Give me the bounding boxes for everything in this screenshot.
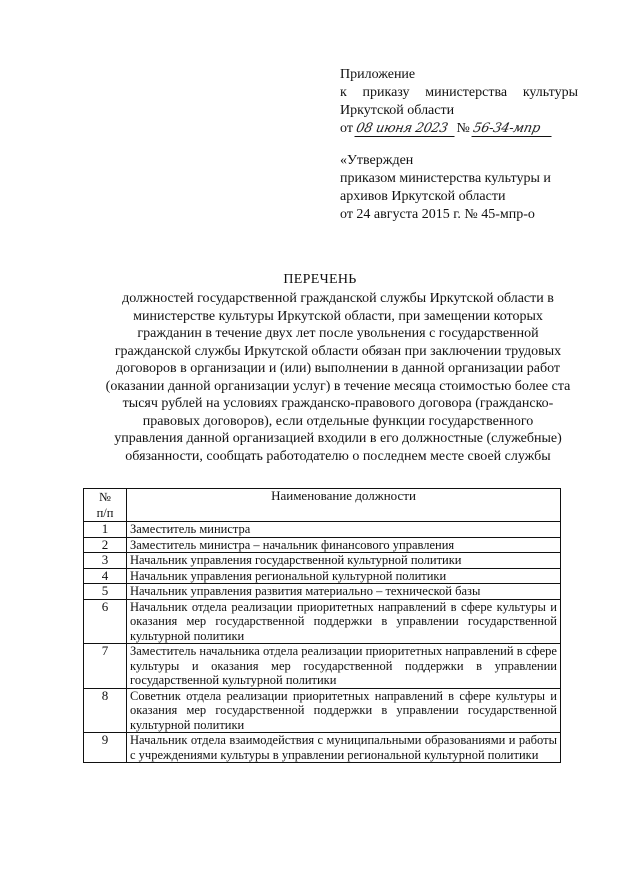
row-position: Начальник управления государственной культурной политики: [127, 553, 561, 569]
row-num: 2: [84, 537, 127, 553]
approved-line-1: «Утвержден: [340, 153, 414, 168]
subtitle-line: гражданской службы Иркутской области обязан при заключении трудовых: [114, 343, 562, 359]
subtitle-line: должностей государственной гражданской службы Иркутской области в: [122, 291, 554, 306]
table-row: [84, 522, 561, 538]
header-name: Наименование должности: [127, 489, 561, 522]
table-row: [84, 644, 561, 689]
header-num: [84, 489, 127, 522]
handwritten-date: 08 июня 2023: [355, 122, 458, 137]
subtitle-line: гражданин в течение двух лет после увольнения с государственной: [137, 326, 539, 341]
list-subtitle: [88, 290, 588, 465]
table-row: [84, 584, 561, 600]
row-num: 7: [84, 644, 127, 689]
table-row: [84, 568, 561, 584]
table-row: [84, 599, 561, 644]
table-header-row: [84, 489, 561, 522]
appendix-word-culture: культуры: [522, 85, 578, 100]
header-num-symbol: №: [99, 490, 111, 504]
appendix-order-line: [340, 84, 578, 102]
row-num: 3: [84, 553, 127, 569]
positions-table: [83, 488, 561, 763]
row-position: Советник отдела реализации приоритетных направлений в сфере культуры и оказания мер государственной поддержки в управлении государственной культурной политики: [127, 688, 561, 733]
row-position: Начальник отдела реализации приоритетных направлений в сфере культуры и оказания мер государственной поддержки в управлении государственной культурной политики: [127, 599, 561, 644]
appendix-word-ministry: министерства: [425, 85, 508, 100]
row-position: Заместитель министра: [127, 522, 561, 538]
appendix-region: Иркутской области: [340, 103, 455, 118]
row-num: 8: [84, 688, 127, 733]
appendix-title: Приложение: [340, 67, 416, 82]
row-num: 4: [84, 568, 127, 584]
row-position: Начальник отдела взаимодействия с муниципальными образованиями и работы с учреждениями культуры в управлении региональной культурной политики: [127, 733, 561, 763]
row-num: 1: [84, 522, 127, 538]
row-num: 6: [84, 599, 127, 644]
row-position: Заместитель начальника отдела реализации приоритетных направлений в сфере культуры и оказания мер государственной поддержки в управлении государственной культурной политики: [127, 644, 561, 689]
appendix-word-order: приказу: [362, 85, 410, 100]
table-row: [84, 688, 561, 733]
subtitle-line: министерстве культуры Иркутской области, при замещении которых: [133, 308, 543, 324]
appendix-block: [340, 66, 590, 138]
subtitle-line: управления данной организацией входили в его должностные (служебные): [114, 431, 562, 446]
row-position: Начальник управления развития материально – технической базы: [127, 584, 561, 600]
subtitle-line: (оказании данной организации услуг) в течение месяца стоимостью более ста: [105, 378, 571, 394]
appendix-date-number-line: [340, 120, 590, 138]
approved-block: [340, 152, 580, 224]
subtitle-line: договоров в организации и (или) выполнении в данной организации работ: [115, 361, 561, 376]
row-position: Начальник управления региональной культурной политики: [127, 568, 561, 584]
handwritten-number: 56-34-мпр: [472, 122, 555, 137]
list-title: ПЕРЕЧЕНЬ: [283, 272, 357, 287]
from-label: от: [340, 121, 353, 136]
number-label: №: [456, 121, 470, 136]
subtitle-line: тысяч рублей на условиях гражданско-правового договора (гражданско-: [122, 396, 554, 411]
header-num-abbr: п/п: [96, 506, 114, 520]
appendix-word-k: к: [340, 85, 347, 100]
approved-line-3: архивов Иркутской области: [340, 189, 506, 204]
table-row: [84, 733, 561, 763]
subtitle-line: правовых договоров), если отдельные функции государственного: [142, 413, 534, 429]
approved-line-4: от 24 августа 2015 г. № 45-мпр-о: [340, 207, 535, 222]
row-num: 9: [84, 733, 127, 763]
row-num: 5: [84, 584, 127, 600]
row-position: Заместитель министра – начальник финансового управления: [127, 537, 561, 553]
subtitle-line: обязанности, сообщать работодателю о последнем месте своей службы: [125, 448, 551, 464]
approved-line-2: приказом министерства культуры и: [340, 171, 551, 186]
table-row: [84, 537, 561, 553]
table-row: [84, 553, 561, 569]
